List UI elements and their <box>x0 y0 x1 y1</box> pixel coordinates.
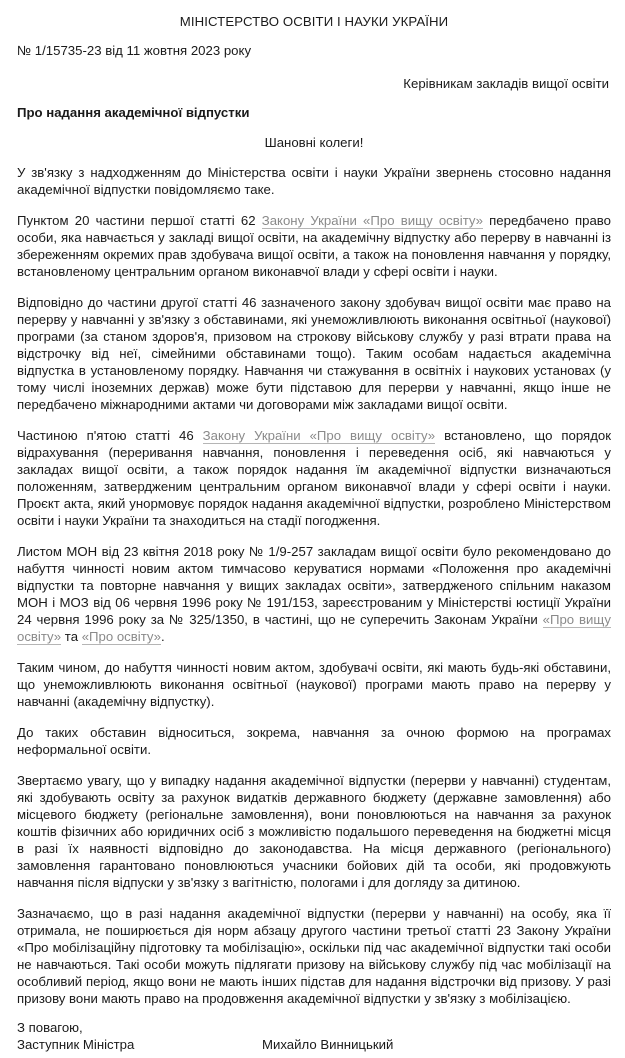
paragraph-5-text-start: Листом МОН від 23 квітня 2018 року № 1/9-257 закладам вищої освіти було рекомендовано до набуття чинності новим актом тимчасово керуватися нормами «Положення про академічні відпустки та повторне навчання у вищих закладах освіти», затвердженого спільним наказом МОН і МОЗ від 06 червня 1996 року № 191/153, зареєстрованим у Міністерстві юстиції України 24 червня 1996 року за № 325/1350, в частині, що не суперечить Законам України <box>17 544 611 627</box>
signature-block <box>17 1019 611 1053</box>
paragraph-5-text-mid: та <box>61 629 82 644</box>
paragraph-2-text-start: Пунктом 20 частини першої статті 62 <box>17 213 262 228</box>
greeting: Шановні колеги! <box>264 135 364 150</box>
signer-name: Михайло Винницький <box>262 1037 394 1052</box>
law-higher-education-link[interactable]: Закону України «Про вищу освіту» <box>202 428 436 443</box>
law-higher-education-link[interactable]: Закону України «Про вищу освіту» <box>261 213 483 228</box>
paragraph-9: Зазначаємо, що в разі надання академічної відпустки (перерви у навчанні) на особу, яка її отримала, не поширюється дія норм абзацу другого частини третьої статті 23 Закону України «Про мобілізаційну підготовку та мобілізацію», оскільки під час академічної відпустки такі особи не навчаються. Такі особи можуть підлягати призову на військову службу під час мобілізації на особливий період, якщо вони не мають інших підстав для надання відстрочки від призову. У разі призову вони мають право на продовження академічної відпустки у зв'язку з мобілізацією. <box>17 906 611 1006</box>
signature-row <box>17 1036 611 1053</box>
paragraph-2 <box>17 212 611 280</box>
paragraph-4 <box>17 427 611 529</box>
paragraph-3: Відповідно до частини другої статті 46 зазначеного закону здобувач вищої освіти має право на перерву у навчанні у зв'язку з обставинами, які унеможливлюють виконання освітньої (наукової) програми (за станом здоров'я, призовом на строкову військову службу у разі втрати права на відстрочку від неї, сімейними обставинами тощо). Таким особам надається академічна відпустка в установленому порядку. Навчання чи стажування в освітніх і наукових установах (у тому числі іноземних держав) може бути підставою для перерви у навчанні, якщо інше не передбачено міжнародними актами чи договорами між закладами вищої освіти. <box>17 295 611 412</box>
paragraph-4-text-start: Частиною п'ятою статті 46 <box>17 428 203 443</box>
paragraph-8: Звертаємо увагу, що у випадку надання академічної відпустки (перерви у навчанні) студентам, які здобувають освіту за рахунок видатків державного бюджету (державне замовлення) або місцевого бюджету (регіональне замовлення), вони поновлюються на навчання за рахунок коштів фізичних або юридичних осіб з можливістю подальшого переведення на бюджетні місця в разі їх наявності відповідно до законодавства. На місця державного (регіонального) замовлення гарантовано поновлюються учасники бойових дій та особи, які продовжують навчання після відпуски у зв'язку з вагітністю, пологами і для догляду за дитиною. <box>17 773 611 890</box>
regards-text: З повагою, <box>17 1020 83 1035</box>
ministry-title: МІНІСТЕРСТВО ОСВІТИ І НАУКИ УКРАЇНИ <box>179 14 449 29</box>
registration-number: № 1/15735-23 від 11 жовтня 2023 року <box>17 43 252 58</box>
paragraph-1: У зв'язку з надходженням до Міністерства освіти і науки України звернень стосовно надання академічної відпустки повідомляємо таке. <box>17 165 611 197</box>
law-higher-education-short-link[interactable]: «Про вищу освіту» <box>17 612 611 644</box>
addressee: Керівникам закладів вищої освіти <box>403 76 609 91</box>
paragraph-2-text-end: передбачено право особи, яка навчається у закладі вищої освіти, на академічну відпустку або перерву в навчанні із збереженням окремих прав здобувача вищої освіти, а також на поновлення навчання у порядку, встановленому центральним органом виконавчої влади у сфері освіти і науки. <box>17 213 611 279</box>
letter-subject: Про надання академічної відпустки <box>17 105 250 120</box>
signer-position: Заступник Міністра <box>17 1037 135 1052</box>
paragraph-7: До таких обставин відноситься, зокрема, навчання за очною формою на програмах неформальної освіти. <box>17 725 611 757</box>
law-education-link[interactable]: «Про освіту» <box>81 629 161 644</box>
paragraph-5-text-end: . <box>160 629 165 644</box>
paragraph-5 <box>17 543 611 645</box>
paragraph-6: Таким чином, до набуття чинності новим актом, здобувачі освіти, які мають будь-які обставини, що унеможливлюють виконання освітньої (наукової) програми мають право на перерву у навчанні (академічну відпустку). <box>17 660 611 709</box>
paragraph-4-text-end: встановлено, що порядок відрахування (переривання навчання, поновлення і переведення осіб, які навчаються у закладах вищої освіти, а також порядок надання їм академічної відпустки визначаються положенням, затвердженим центральним органом виконавчої влади у сфері освіти і науки. Проєкт акта, який унормовує порядок надання академічної відпустки, розроблено Міністерством освіти і науки України та знаходиться на стадії погодження. <box>17 428 611 528</box>
